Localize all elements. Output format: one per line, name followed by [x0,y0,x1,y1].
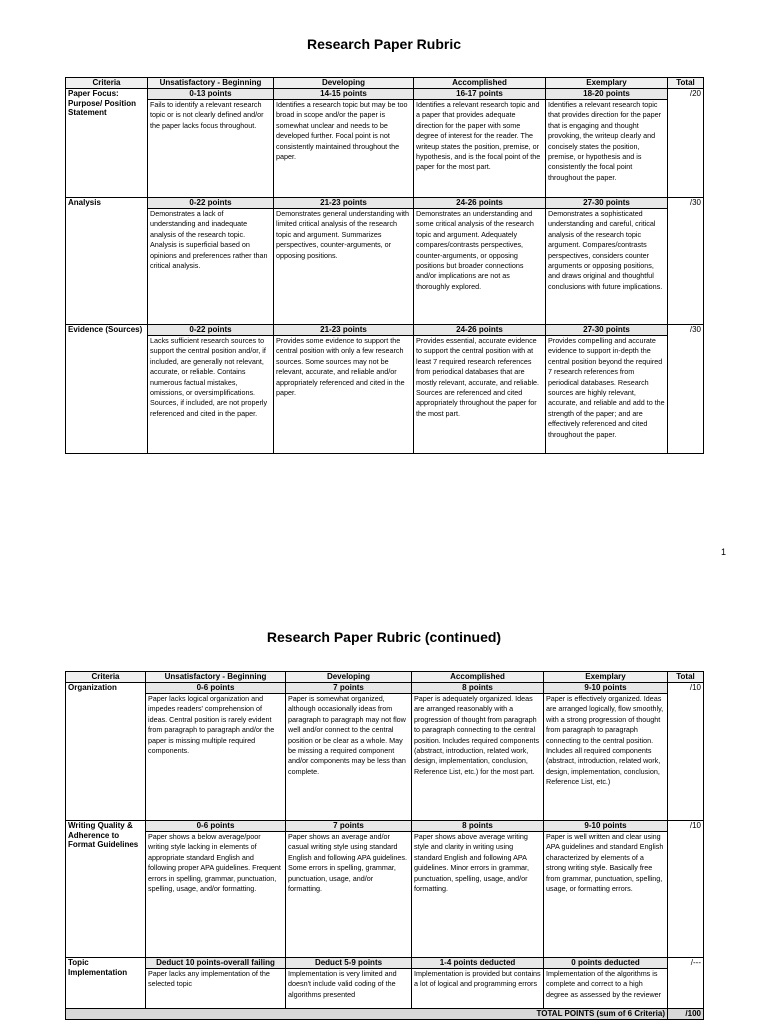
points-cell: 8 points [412,683,544,694]
total-cell: /--- [668,958,704,1009]
description-cell: Identifies a research topic but may be too broad in scope and/or the paper is somewhat unclear and needs to be developed further. Focal point is not consistently maintained throughout the paper. [274,100,414,198]
description-cell: Lacks sufficient research sources to support the central position and/or, if included, are generally not relevant, accurate, or reliable. Contains numerous factual mistakes, omissions, or oversimplifications. Sources, if included, are not properly referenced and cited in the paper. [148,336,274,454]
description-cell: Demonstrates a sophisticated understanding and careful, critical analysis of the research topic argument. Compares/contrasts perspectives, considers counter arguments or opposing positions, and draws original and thoughtful conclusions with future implications. [546,209,668,325]
points-cell: 21-23 points [274,198,414,209]
criteria-cell: Evidence (Sources) [66,325,148,454]
header-developing: Developing [286,672,412,683]
page-title: Research Paper Rubric (continued) [266,629,502,645]
grand-total-row [66,1009,704,1020]
table-header-row [66,78,704,89]
points-cell: 1-4 points deducted [412,958,544,969]
description-cell: Implementation is very limited and doesn't include valid coding of the algorithms presented [286,969,412,1009]
table-row [66,89,704,100]
description-cell: Identifies a relevant research topic that provides direction for the paper that is engaging and thought provoking, the writeup clearly and concisely states the position, premise, or hypothesis and is consistently the focal point throughout the paper. [546,100,668,198]
points-cell: 24-26 points [414,198,546,209]
total-cell: /30 [668,198,704,325]
points-cell: 18-20 points [546,89,668,100]
table-row [66,694,704,821]
points-cell: 0-6 points [146,821,286,832]
points-cell: 0-13 points [148,89,274,100]
table-row [66,958,704,969]
description-cell: Provides compelling and accurate evidence to support in-depth the central position beyond the required 7 research references from periodical databases. Research sources are highly relevant, accurate, and reliable and add to the strength of the paper; and are effectively referenced and cited throughout the paper. [546,336,668,454]
description-cell: Identifies a relevant research topic and a paper that provides adequate direction for the paper with some degree of interest for the reader. The writeup states the position, premise, or hypothesis, and is the focal point of the paper for the most part. [414,100,546,198]
header-criteria: Criteria [66,672,146,683]
points-cell: 0 points deducted [544,958,668,969]
points-cell: 0-22 points [148,198,274,209]
description-cell: Paper is adequately organized. Ideas are arranged reasonably with a progression of thought from paragraph to paragraph connecting to the central position. Includes required components (abstract, introduction, related work, design, implementation, conclusion, Reference List, etc.) for the most part. [412,694,544,821]
description-cell: Fails to identify a relevant research topic or is not clearly defined and/or the paper lacks focus throughout. [148,100,274,198]
description-cell: Provides essential, accurate evidence to support the central position with at least 7 required research references from periodical databases that are mostly relevant, accurate, and reliable. Sources are referenced and cited appropriately throughout the paper for the most part. [414,336,546,454]
table-row [66,336,704,454]
table-header-row [66,672,704,683]
criteria-cell: Analysis [66,198,148,325]
description-cell: Implementation of the algorithms is complete and correct to a high degree as assessed by the reviewer [544,969,668,1009]
header-unsatisfactory: Unsatisfactory - Beginning [146,672,286,683]
description-cell: Paper shows above average writing style and clarity in writing using standard English and following APA guidelines. Minor errors in grammar, punctuation, spelling, usage, and/or formatting. [412,832,544,958]
points-cell: 27-30 points [546,198,668,209]
description-cell: Paper shows an average and/or casual writing style using standard English and following APA guidelines. Some errors in spelling, grammar, punctuation, usage, and/or formatting. [286,832,412,958]
criteria-cell: Paper Focus: Purpose/ Position Statement [66,89,148,198]
header-accomplished: Accomplished [412,672,544,683]
points-cell: 7 points [286,821,412,832]
description-cell: Paper shows a below average/poor writing style lacking in elements of appropriate standard English and following proper APA guidelines. Frequent errors in spelling, grammar, punctuation, spelling, usage, and/or formatting. [146,832,286,958]
header-unsatisfactory: Unsatisfactory - Beginning [148,78,274,89]
total-cell: /10 [668,683,704,821]
points-cell: 9-10 points [544,683,668,694]
header-total: Total [668,672,704,683]
description-cell: Paper is effectively organized. Ideas are arranged logically, flow smoothly, with a strong progression of thought from paragraph to paragraph connecting to the central position. Includes all required components (abstract, introduction, related work, design, implementation, conclusion, Reference List, etc.) [544,694,668,821]
total-cell: /20 [668,89,704,198]
header-exemplary: Exemplary [544,672,668,683]
header-accomplished: Accomplished [414,78,546,89]
description-cell: Paper is well written and clear using APA guidelines and standard English characterized by elements of a strong writing style. Basically free from grammar, punctuation, spelling, usage, or formatting errors. [544,832,668,958]
header-criteria: Criteria [66,78,148,89]
points-cell: 7 points [286,683,412,694]
description-cell: Paper is somewhat organized, although occasionally ideas from paragraph to paragraph may not flow well and/or connect to the central position or be clear as a whole. May be missing a required component and/or components may be less than complete. [286,694,412,821]
description-cell: Demonstrates general understanding with limited critical analysis of the research topic and argument. Summarizes perspectives, counter-arguments, or opposing positions. [274,209,414,325]
criteria-cell: Topic Implementation [66,958,146,1009]
points-cell: 16-17 points [414,89,546,100]
points-cell: Deduct 5-9 points [286,958,412,969]
rubric-table [65,77,704,454]
points-cell: Deduct 10 points-overall failing [146,958,286,969]
rubric-table [65,671,704,1020]
criteria-cell: Organization [66,683,146,821]
points-cell: 24-26 points [414,325,546,336]
table-row [66,969,704,1009]
points-cell: 9-10 points [544,821,668,832]
table-row [66,198,704,209]
points-cell: 0-22 points [148,325,274,336]
description-cell: Paper lacks logical organization and impedes readers' comprehension of ideas. Central position is rarely evident from paragraph to paragraph and/or the paper is missing multiple required components. [146,694,286,821]
criteria-cell: Writing Quality & Adherence to Format Guidelines [66,821,146,958]
points-cell: 21-23 points [274,325,414,336]
total-cell: /30 [668,325,704,454]
description-cell: Implementation is provided but contains a lot of logical and programming errors [412,969,544,1009]
page-title: Research Paper Rubric [306,36,462,52]
table-row [66,100,704,198]
points-cell: 27-30 points [546,325,668,336]
table-row [66,209,704,325]
points-cell: 0-6 points [146,683,286,694]
table-row [66,821,704,832]
grand-total-value: /100 [668,1009,704,1020]
table-row [66,325,704,336]
description-cell: Paper lacks any implementation of the selected topic [146,969,286,1009]
table-row [66,832,704,958]
header-exemplary: Exemplary [546,78,668,89]
grand-total-label: TOTAL POINTS (sum of 6 Criteria) [66,1009,668,1020]
rubric-page-2 [0,580,768,1024]
points-cell: 8 points [412,821,544,832]
table-row [66,683,704,694]
total-cell: /10 [668,821,704,958]
description-cell: Demonstrates a lack of understanding and inadequate analysis of the research topic. Analysis is superficial based on opinions and preferences rather than critical analysis. [148,209,274,325]
header-developing: Developing [274,78,414,89]
description-cell: Demonstrates an understanding and some critical analysis of the research topic and argument. Adequately compares/contrasts perspectives, counter-arguments, or opposing positions but broader connections and/or implications are not as thoroughly explored. [414,209,546,325]
page-number: 1 [720,547,726,557]
header-total: Total [668,78,704,89]
description-cell: Provides some evidence to support the central position with only a few research sources. Some sources may not be relevant, accurate, and reliable and/or appropriately referenced and cited in the paper. [274,336,414,454]
points-cell: 14-15 points [274,89,414,100]
